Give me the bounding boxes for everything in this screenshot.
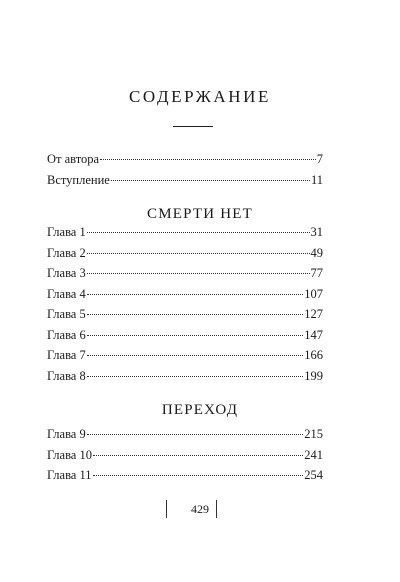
- toc-entry[interactable]: [47, 243, 323, 264]
- toc-entry-page: 107: [304, 286, 323, 301]
- page-title: СОДЕРЖАНИЕ: [128, 87, 272, 106]
- toc-entry-label: Вступление: [47, 172, 110, 187]
- toc-entry-page: 166: [304, 348, 323, 362]
- toc-entry-page: 11: [310, 172, 323, 187]
- folio-right-bar: [216, 500, 217, 518]
- toc-entry-label: Глава 4: [47, 286, 86, 301]
- toc-entry-page: 49: [310, 245, 323, 260]
- toc-entry-label: Глава 2: [47, 245, 86, 260]
- toc-entry-page: 254: [304, 468, 323, 482]
- section2-list: [47, 424, 323, 486]
- title-divider: [173, 126, 213, 127]
- toc-leader-dots: [87, 223, 310, 233]
- toc-entry[interactable]: [47, 465, 323, 486]
- front-matter-list: [47, 149, 323, 190]
- toc-entry-page: 199: [304, 368, 323, 383]
- toc-leader-dots: [87, 305, 304, 315]
- toc-leader-dots: [87, 425, 304, 435]
- toc-entry[interactable]: [47, 149, 323, 170]
- toc-entry-label: Глава 1: [47, 225, 86, 239]
- toc-leader-dots: [93, 446, 303, 456]
- toc-entry-page: 215: [304, 427, 323, 441]
- toc-entry-page: 77: [310, 266, 323, 280]
- toc-entry[interactable]: [47, 366, 323, 387]
- toc-entry-label: Глава 11: [47, 468, 92, 482]
- toc-leader-dots: [100, 150, 316, 160]
- toc-entry-label: Глава 10: [47, 447, 92, 462]
- toc-leader-dots: [87, 346, 304, 356]
- section1-list: [47, 222, 323, 386]
- toc-entry-label: Глава 8: [47, 368, 86, 383]
- toc-entry[interactable]: [47, 445, 323, 466]
- toc-entry[interactable]: [47, 222, 323, 243]
- toc-entry[interactable]: [47, 284, 323, 305]
- toc-entry-page: 31: [310, 225, 323, 239]
- toc-leader-dots: [111, 171, 310, 181]
- toc-leader-dots: [93, 466, 304, 476]
- toc-entry[interactable]: [47, 345, 323, 366]
- toc-entry-label: Глава 6: [47, 327, 86, 342]
- section-heading: ПЕРЕХОД: [161, 402, 239, 418]
- toc-leader-dots: [87, 367, 304, 377]
- toc-entry[interactable]: [47, 325, 323, 346]
- toc-entry[interactable]: [47, 424, 323, 445]
- toc-entry-page: 7: [316, 152, 323, 166]
- toc-entry-label: Глава 9: [47, 427, 86, 441]
- toc-entry-page: 241: [304, 447, 323, 462]
- toc-leader-dots: [87, 285, 304, 295]
- toc-entry[interactable]: [47, 263, 323, 284]
- toc-leader-dots: [87, 326, 304, 336]
- toc-entry-label: Глава 7: [47, 348, 86, 362]
- toc-entry-label: Глава 3: [47, 266, 86, 280]
- toc-entry-label: От автора: [47, 152, 100, 166]
- page-number: 429: [191, 502, 209, 516]
- toc-leader-dots: [87, 244, 310, 254]
- toc-entry[interactable]: [47, 170, 323, 191]
- toc-entry-page: 127: [304, 307, 323, 321]
- toc-leader-dots: [87, 264, 310, 274]
- section-heading: СМЕРТИ НЕТ: [147, 206, 253, 222]
- toc-entry-page: 147: [304, 327, 323, 342]
- toc-entry[interactable]: [47, 304, 323, 325]
- toc-entry-label: Глава 5: [47, 307, 86, 321]
